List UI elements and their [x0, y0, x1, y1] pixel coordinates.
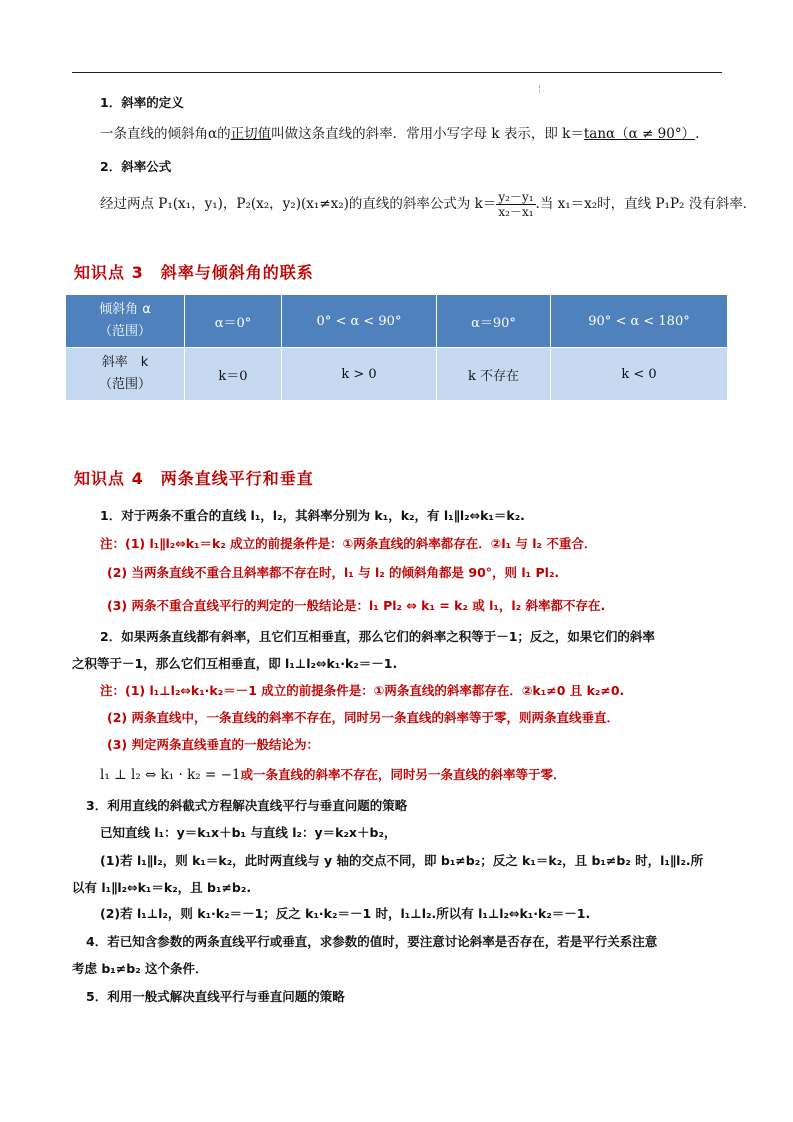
- section-2-title: 2．斜率公式: [100, 159, 172, 174]
- perpendicular-note-1: 注：(1) l₁⊥l₂⇔k₁·k₂＝－1 成立的前提条件是：①两条直线的斜率都存在．②k₁≠0 且 k₂≠0.: [100, 683, 625, 698]
- section-3-line-4: (2)若 l₁⊥l₂，则 k₁·k₂＝－1；反之 k₁·k₂＝－1 时，l₁⊥l₂.所以有 l₁⊥l₂⇔k₁·k₂＝－1.: [100, 906, 591, 921]
- section-5-title: 5．利用一般式解决直线平行与垂直问题的策略: [86, 989, 345, 1004]
- parallel-rule: 1．对于两条不重合的直线 l₁，l₂，其斜率分别为 k₁，k₂，有 l₁∥l₂⇔k₁＝k₂.: [100, 508, 525, 523]
- knowledge-point-3-heading: 知识点 3 斜率与倾斜角的联系: [74, 263, 314, 282]
- angle-slope-table: [65, 294, 728, 401]
- table-row-label: 斜率 k （范围）: [66, 348, 185, 401]
- header-mark: ¦: [538, 84, 541, 93]
- table-cell: k 不存在: [437, 348, 551, 401]
- perpendicular-note-3: (3) 判定两条直线垂直的一般结论为：: [107, 737, 319, 752]
- parallel-note-3: (3) 两条不重合直线平行的判定的一般结论是：l₁ Pl₂ ⇔ k₁ = k₂ 或 l₁，l₂ 斜率都不存在.: [107, 598, 606, 613]
- perpendicular-rule-line-1: 2．如果两条直线都有斜率，且它们互相垂直，那么它们的斜率之积等于－1；反之，如果它们的斜率: [100, 629, 655, 644]
- slope-definition: 一条直线的倾斜角α的正切值叫做这条直线的斜率．常用小写字母 k 表示，即 k＝tanα（α ≠ 90°）.: [100, 126, 700, 142]
- section-3-line-3: 以有 l₁∥l₂⇔k₁＝k₂，且 b₁≠b₂.: [72, 880, 252, 895]
- slope-fraction: $\frac{\text{y₂－y₁}}{\text{x₂－x₁}}$: [498, 190, 534, 219]
- table-cell: k＝0: [185, 348, 282, 401]
- table-cell: k < 0: [551, 348, 728, 401]
- header-rule: [72, 72, 722, 73]
- table-cell: α＝0°: [185, 295, 282, 348]
- section-3-line-1: 已知直线 l₁：y＝k₁x＋b₁ 与直线 l₂：y＝k₂x＋b₂，: [100, 825, 397, 840]
- table-cell: 0° < α < 90°: [282, 295, 437, 348]
- parallel-note-2: (2) 当两条直线不重合且斜率都不存在时，l₁ 与 l₂ 的倾斜角都是 90°，则 l₁ Pl₂.: [107, 565, 560, 580]
- table-cell: 90° < α < 180°: [551, 295, 728, 348]
- perpendicular-conclusion: l₁ ⊥ l₂ ⇔ k₁ · k₂ = −1或一条直线的斜率不存在，同时另一条直线的斜率等于零．: [100, 767, 566, 783]
- section-3-title: 3．利用直线的斜截式方程解决直线平行与垂直问题的策略: [86, 798, 408, 813]
- perpendicular-note-2: (2) 两条直线中，一条直线的斜率不存在，同时另一条直线的斜率等于零，则两条直线垂直．: [107, 710, 619, 725]
- table-row-label: 倾斜角 α （范围）: [66, 295, 185, 348]
- knowledge-point-4-heading: 知识点 4 两条直线平行和垂直: [74, 469, 314, 488]
- parallel-note-1: 注：(1) l₁∥l₂⇔k₁＝k₂ 成立的前提条件是：①两条直线的斜率都存在．②l₁ 与 l₂ 不重合．: [100, 536, 597, 551]
- perpendicular-rule-line-2: 之积等于－1，那么它们互相垂直，即 l₁⊥l₂⇔k₁·k₂＝－1.: [72, 656, 398, 671]
- table-cell: k > 0: [282, 348, 437, 401]
- section-1-title: 1．斜率的定义: [100, 95, 184, 110]
- table-cell: α＝90°: [437, 295, 551, 348]
- section-4-line-1: 4．若已知含参数的两条直线平行或垂直，求参数的值时，要注意讨论斜率是否存在，若是平行关系注意: [86, 934, 658, 949]
- slope-formula: 经过两点 P₁(x₁，y₁)，P₂(x₂，y₂)(x₁≠x₂)的直线的斜率公式为 k＝ $\frac{\text{y₂－y₁}}{\text{x₂－x₁}}$ .当 x₁＝x₂时，直线 P₁P₂ 没有斜率．: [100, 190, 757, 219]
- section-4-line-2: 考虑 b₁≠b₂ 这个条件．: [72, 961, 208, 976]
- section-3-line-2: (1)若 l₁∥l₂，则 k₁＝k₂，此时两直线与 y 轴的交点不同，即 b₁≠b₂；反之 k₁＝k₂，且 b₁≠b₂ 时，l₁∥l₂.所: [100, 853, 704, 868]
